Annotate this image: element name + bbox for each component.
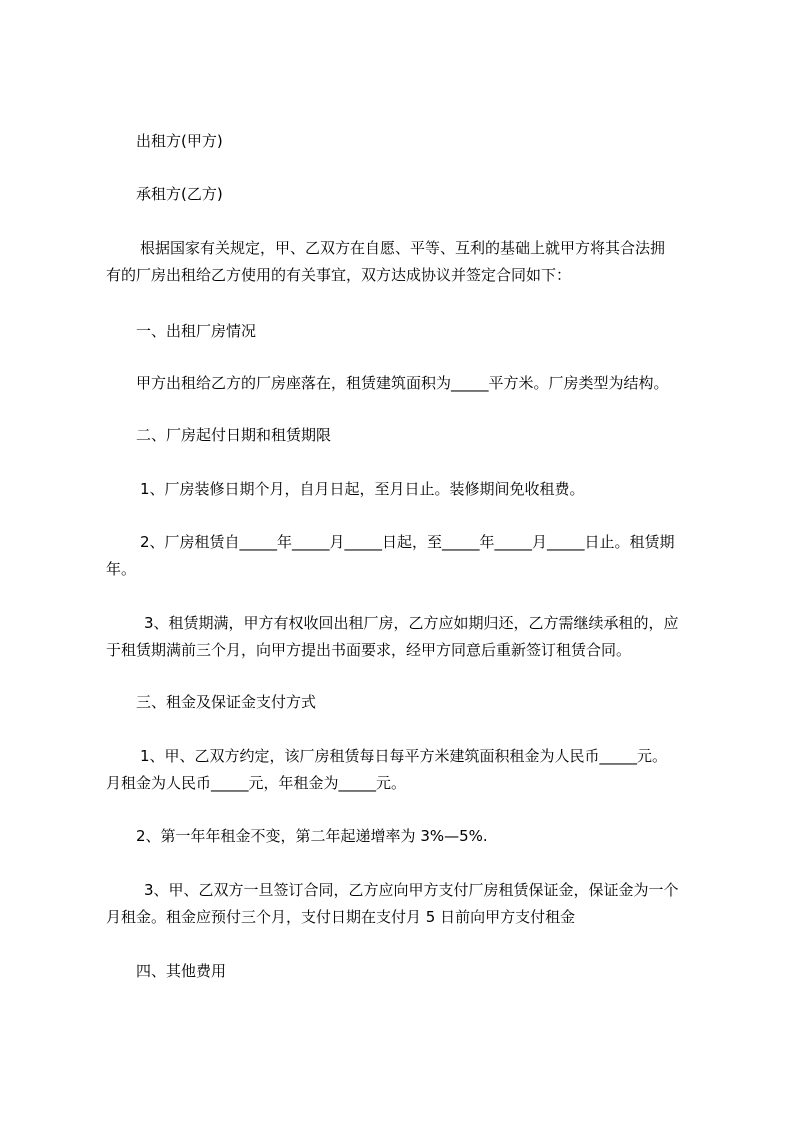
preamble-line-2: 有的厂房出租给乙方使用的有关事宜，双方达成协议并签定合同如下： (106, 266, 572, 284)
section-2-item-1: 1、厂房装修日期个月，自月日起，至月日止。装修期间免收租费。 (140, 480, 585, 498)
section-2-item-2-line-1: 2、厂房租赁自_____年_____月_____日起，至_____年_____月_____日止。租赁期 (140, 533, 675, 551)
lessee-party-line: 承租方(乙方) (136, 185, 223, 203)
section-3-item-2: 2、第一年年租金不变，第二年起递增率为 3%—5%. (136, 827, 488, 845)
section-2-item-2-line-2: 年。 (106, 560, 137, 578)
section-3-item-3-line-1: 3、甲、乙双方一旦签订合同，乙方应向甲方支付厂房租赁保证金，保证金为一个 (144, 881, 679, 899)
section-3-heading: 三、租金及保证金支付方式 (136, 693, 317, 711)
section-3-item-1-line-1: 1、甲、乙双方约定，该厂房租赁每日每平方米建筑面积租金为人民币_____元。 (140, 747, 668, 765)
section-3-item-1-line-2: 月租金为人民币_____元，年租金为_____元。 (106, 774, 407, 792)
section-3-item-3-line-2: 月租金。租金应预付三个月，支付日期在支付月 5 日前向甲方支付租金 (106, 908, 576, 926)
lessor-party-line: 出租方(甲方) (136, 132, 223, 150)
section-1-heading: 一、出租厂房情况 (136, 322, 257, 340)
section-2-item-3-line-1: 3、租赁期满，甲方有权收回出租厂房，乙方应如期归还，乙方需继续承租的，应 (144, 614, 679, 632)
section-1-paragraph: 甲方出租给乙方的厂房座落在，租赁建筑面积为_____平方米。厂房类型为结构。 (136, 374, 669, 392)
preamble-line-1: 根据国家有关规定，甲、乙双方在自愿、平等、互利的基础上就甲方将其合法拥 (140, 239, 666, 257)
section-2-item-3-line-2: 于租赁期满前三个月，向甲方提出书面要求，经甲方同意后重新签订租赁合同。 (106, 641, 632, 659)
section-2-heading: 二、厂房起付日期和租赁期限 (136, 426, 332, 444)
section-4-heading: 四、其他费用 (136, 962, 227, 980)
